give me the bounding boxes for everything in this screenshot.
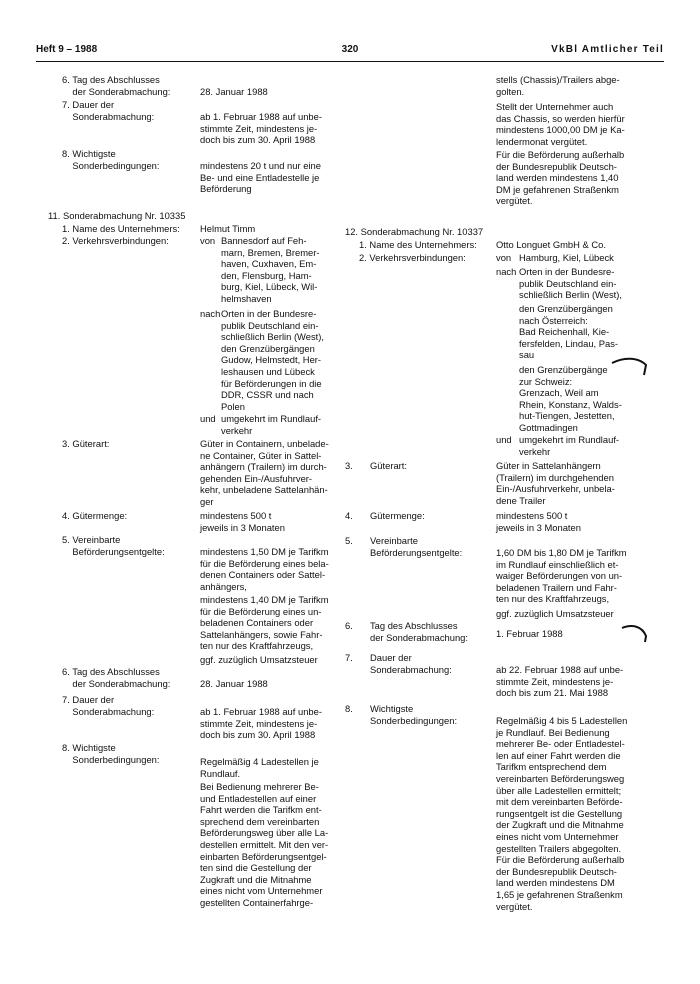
item-7-value: ab 1. Februar 1988 auf unbe- stimmte Zeit, mindestens je- doch bis zum 30. April 1988 [200, 111, 322, 146]
s11-item-4-label: 4. Gütermenge: [62, 510, 128, 521]
s11-und-text: umgekehrt im Rundlauf- verkehr [221, 413, 322, 436]
s12-den-switzerland: den Grenzübergänge zur Schweiz: Grenzach, Weil am Rhein, Konstanz, Walds- hut-Tiengen, Jestetten, Gottmadingen [519, 364, 622, 433]
s12-item-5-label: Vereinbarte Beförderungsentgelte: [370, 535, 463, 558]
s12-item-1-value: Otto Longuet GmbH & Co. [496, 239, 606, 250]
continuation-para-3: Für die Beförderung außerhalb der Bundesrepublik Deutsch- land werden mindestens 1,40 DM je gefahrenen Straßenkm vergütet. [496, 149, 625, 207]
item-7-label: 7. Dauer der Sonderabmachung: [62, 99, 155, 122]
s12-item-4-num: 4. [345, 510, 353, 521]
s12-von-text: Hamburg, Kiel, Lübeck [519, 252, 614, 263]
s12-und-text: umgekehrt im Rundlauf- verkehr [519, 434, 620, 457]
s11-item-8-label: 8. Wichtigste Sonderbedingungen: [62, 742, 160, 765]
s12-item-2-label: 2. Verkehrsverbindungen: [359, 252, 466, 263]
s12-item-8-num: 8. [345, 703, 353, 714]
s11-item-2-label: 2. Verkehrsverbindungen: [62, 235, 169, 246]
s11-item-5-label: 5. Vereinbarte Beförderungsentgelte: [62, 534, 165, 557]
s11-von-word: von [200, 235, 216, 246]
s12-item-3-label: Güterart: [370, 460, 407, 471]
s12-von-word: von [496, 252, 512, 263]
item-8-label: 8. Wichtigste Sonderbedingungen: [62, 148, 160, 171]
item-8-value: mindestens 20 t und nur eine Be- und eine Entladestelle je Beförderung [200, 160, 321, 195]
s12-item-5-para-1: 1,60 DM bis 1,80 DM je Tarifkm im Rundlauf einschließlich et- waiger Beförderungen von un- beladenen Trailern und Fahr- ten nur des Kraftfahrzeugs, [496, 547, 627, 605]
s11-item-5-para-2: mindestens 1,40 DM je Tarifkm für die Beförderung eines un- beladenen Containers oder Sattelanhängers, sowie Fahr- ten nur des Kraftfahrzeugs, [200, 594, 329, 652]
header-rule [36, 61, 664, 62]
s12-item-5-para-2: ggf. zuzüglich Umsatzsteuer [496, 608, 614, 619]
s11-item-7-label: 7. Dauer der Sonderabmachung: [62, 694, 155, 717]
s12-item-6-label: Tag des Abschlusses der Sonderabmachung: [370, 620, 468, 643]
s11-item-8-para-2: Bei Bedienung mehrerer Be- und Entladestellen auf einer Fahrt werden die Tarifkm ent- sprechend dem vereinbarten Beförderungsweg über alle La- destellen ermittelt. Mit den ver- einbarten Beförderungsentgel- ten sind die Gestellung der Zugkraft und die Mitnahme eines nicht vom Unternehmer gestellten Containerfahrge- [200, 781, 329, 908]
s11-und-word: und [200, 413, 216, 424]
item-6-label: 6. Tag des Abschlusses der Sonderabmachung: [62, 74, 171, 97]
scan-mark-2 [620, 622, 650, 644]
s11-item-3-value: Güter in Containern, unbelade- ne Container, Güter in Sattel- anhängern (Trailern) im durch- gehenden Ein-/Ausfuhrver- kehr, unbeladene Sattelanhän- ger [200, 438, 329, 507]
s11-item-8-para-1: Regelmäßig 4 Ladestellen je Rundlauf. [200, 756, 319, 779]
issue-number: Heft 9 – 1988 [36, 44, 98, 55]
continuation-para-2: Stellt der Unternehmer auch das Chassis, so werden hierfür mindestens 1000,00 DM je Ka- lendermonat vergütet. [496, 101, 625, 147]
s11-nach-text: Orten in der Bundesre- publik Deutschland ein- schließlich Berlin (West), den Grenzübergängen Gudow, Helmstedt, Her- leshausen und Lübeck für Beförderungen in die DDR, CSSR und nach Polen [221, 308, 324, 412]
s11-nach-word: nach [200, 308, 221, 319]
publication-title: VkBl Amtlicher Teil [551, 44, 664, 55]
s12-item-4-label: Gütermenge: [370, 510, 425, 521]
item-6-value: 28. Januar 1988 [200, 86, 268, 97]
s11-item-3-label: 3. Güterart: [62, 438, 110, 449]
s12-item-7-value: ab 22. Februar 1988 auf unbe- stimmte Zeit, mindestens je- doch bis zum 21. Mai 1988 [496, 664, 624, 699]
s12-nach-word: nach [496, 266, 517, 277]
s12-item-6-value: 1. Februar 1988 [496, 628, 563, 639]
s11-item-7-value: ab 1. Februar 1988 auf unbe- stimmte Zeit, mindestens je- doch bis zum 30. April 1988 [200, 706, 322, 741]
s12-und-word: und [496, 434, 512, 445]
s11-item-1-value: Helmut Timm [200, 223, 256, 234]
s11-item-5-para-1: mindestens 1,50 DM je Tarifkm für die Beförderung eines bela- denen Containers oder Sattel- anhängers, [200, 546, 329, 592]
s11-item-6-value: 28. Januar 1988 [200, 678, 268, 689]
s12-nach-text: Orten in der Bundesre- publik Deutschland ein- schließlich Berlin (West), [519, 266, 622, 301]
s11-von-text: Bannesdorf auf Feh- marn, Bremen, Bremer- haven, Cuxhaven, Em- den, Flensburg, Ham- burg, Kiel, Lübeck, Wil- helmshaven [221, 235, 320, 304]
s12-item-7-label: Dauer der Sonderabmachung: [370, 652, 452, 675]
s12-item-1-label: 1. Name des Unternehmers: [359, 239, 477, 250]
page-header [36, 44, 664, 60]
s11-item-1-label: 1. Name des Unternehmers: [62, 223, 180, 234]
s11-item-4-value: mindestens 500 t jeweils in 3 Monaten [200, 510, 285, 533]
s12-item-8-value: Regelmäßig 4 bis 5 Ladestellen je Rundlauf. Bei Bedienung mehrerer Be- oder Entladestel- len auf einer Fahrt werden die Tarifkm entsprechend dem vereinbarten Beförderungsweg über alle Ladestellen ermittelt; mit dem vereinbarten Beförde- rungsentgelt ist die Gestellung der Zugkraft und die Mitnahme eines nicht vom Unternehmer gestellten Trailers abgegolten. Für die Beförderung außerhalb der Bundesrepublik Deutsch- land werden mindestens DM 1,65 je gefahrenen Straßenkm vergütet. [496, 715, 628, 912]
page-number: 320 [341, 44, 359, 55]
section-12-title: 12. Sonderabmachung Nr. 10337 [345, 226, 484, 237]
s11-item-6-label: 6. Tag des Abschlusses der Sonderabmachung: [62, 666, 171, 689]
continuation-para-1: stells (Chassis)/Trailers abge- golten. [496, 74, 620, 97]
s12-item-3-value: Güter in Sattelanhängern (Trailern) im durchgehenden Ein-/Ausfuhrverkehr, unbela- dene Trailer [496, 460, 615, 506]
s12-item-5-num: 5. [345, 535, 353, 546]
s12-item-8-label: Wichtigste Sonderbedingungen: [370, 703, 458, 726]
s12-item-3-num: 3. [345, 460, 353, 471]
s12-item-7-num: 7. [345, 652, 353, 663]
s12-den-austria: den Grenzübergängen nach Österreich: Bad Reichenhall, Kie- fersfelden, Lindau, Pas- sau [519, 303, 619, 361]
scan-mark-1 [610, 355, 650, 379]
s12-item-4-value: mindestens 500 t jeweils in 3 Monaten [496, 510, 581, 533]
section-11-title: 11. Sonderabmachung Nr. 10335 [48, 210, 186, 221]
s11-item-5-para-3: ggf. zuzüglich Umsatzsteuer [200, 654, 318, 665]
s12-item-6-num: 6. [345, 620, 353, 631]
